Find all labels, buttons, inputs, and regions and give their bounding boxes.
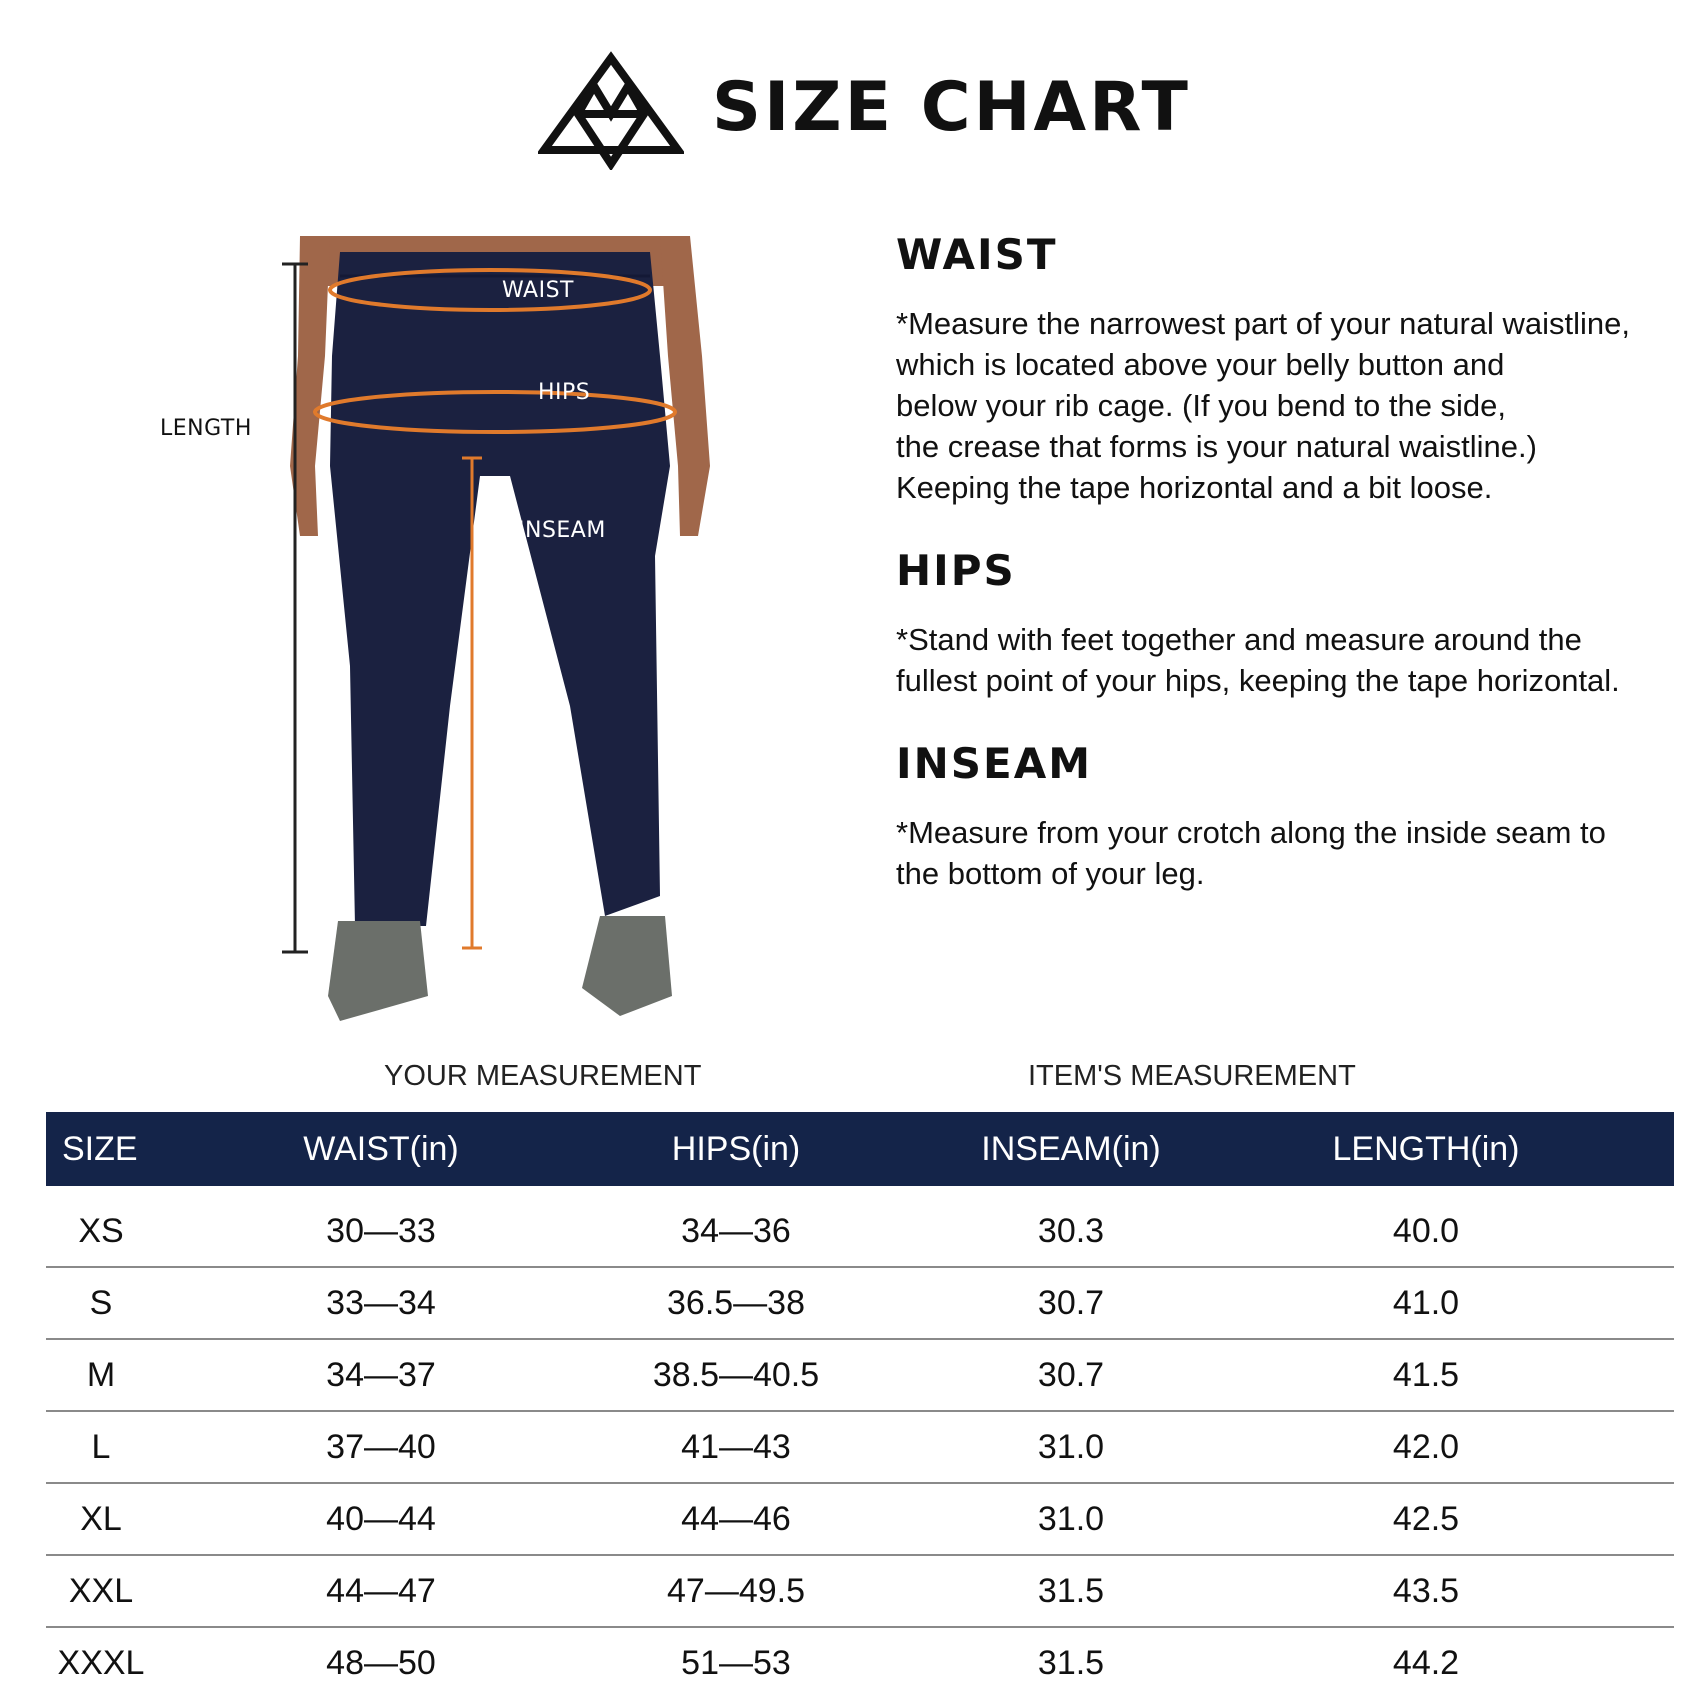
text-line: which is located above your belly button and: [896, 347, 1505, 382]
table-cell: 40.0: [1392, 1211, 1460, 1250]
table-cell: S: [89, 1283, 113, 1322]
column-header: INSEAM(in): [981, 1129, 1161, 1168]
table-row: [46, 1196, 1674, 1268]
table-cell: XL: [80, 1499, 122, 1538]
text-line: fullest point of your hips, keeping the tape horizontal.: [896, 663, 1620, 698]
text-line: Keeping the tape horizontal and a bit loose.: [896, 470, 1493, 505]
text-line: *Measure from your crotch along the inside seam to: [896, 815, 1606, 850]
pants-illustration: [150, 236, 710, 1036]
table-cell: 30.7: [1037, 1355, 1105, 1394]
table-cell: 31.0: [1037, 1427, 1105, 1466]
table-cell: 44—46: [681, 1499, 791, 1538]
table-spacer: [46, 1186, 1674, 1196]
table-cell: 30—33: [326, 1211, 436, 1250]
table-cell: 31.5: [1037, 1643, 1105, 1682]
table-cell: 34—36: [681, 1211, 791, 1250]
column-header: HIPS(in): [671, 1129, 801, 1168]
table-cell: 31.5: [1037, 1571, 1105, 1610]
table-cell: 36.5—38: [667, 1283, 805, 1322]
page-title: SIZE CHART: [712, 68, 1191, 147]
text-line: the crease that forms is your natural waistline.): [896, 429, 1537, 464]
table-cell: 33—34: [326, 1283, 436, 1322]
table-row: [46, 1340, 1674, 1412]
column-header: LENGTH(in): [1332, 1129, 1520, 1168]
text-line: below your rib cage. (If you bend to the side,: [896, 388, 1507, 423]
text-line: *Measure the narrowest part of your natural waistline,: [896, 306, 1631, 341]
table-cell: 42.0: [1392, 1427, 1460, 1466]
table-header: [46, 1112, 1674, 1186]
table-cell: L: [91, 1427, 111, 1466]
measurement-instructions: [896, 230, 1686, 932]
section-text: [896, 812, 1686, 894]
table-cell: 34—37: [326, 1355, 436, 1394]
table-cell: 44.2: [1392, 1643, 1460, 1682]
table-body: [46, 1196, 1674, 1698]
table-cell: 48—50: [326, 1643, 436, 1682]
table-cell: 30.3: [1037, 1211, 1105, 1250]
table-cell: M: [86, 1355, 116, 1394]
table-cell: 42.5: [1392, 1499, 1460, 1538]
table-cell: 44—47: [326, 1571, 436, 1610]
hips-label: HIPS: [538, 380, 591, 405]
table-row: [46, 1556, 1674, 1628]
table-row: [46, 1628, 1674, 1698]
table-cell: XXXL: [57, 1643, 145, 1682]
length-label: LENGTH: [160, 416, 252, 441]
section-heading: HIPS: [896, 546, 1016, 595]
table-cell: 40—44: [326, 1499, 436, 1538]
table-row: [46, 1484, 1674, 1556]
measurement-figure: [150, 236, 710, 1036]
text-line: the bottom of your leg.: [896, 856, 1205, 891]
table-row: [46, 1268, 1674, 1340]
size-table: [46, 1112, 1674, 1698]
item-measurement-label: ITEM'S MEASUREMENT: [1028, 1060, 1356, 1092]
your-measurement-label: YOUR MEASUREMENT: [384, 1060, 702, 1092]
column-header: SIZE: [62, 1129, 138, 1168]
inseam-section: [896, 739, 1686, 894]
table-cell: 47—49.5: [667, 1571, 805, 1610]
table-cell: 41—43: [681, 1427, 791, 1466]
section-text: [896, 619, 1686, 701]
mountain-triangle-logo-icon: [538, 50, 684, 170]
table-cell: XS: [78, 1211, 124, 1250]
section-heading: INSEAM: [896, 739, 1093, 788]
header: [0, 40, 1700, 180]
table-cell: 37—40: [326, 1427, 436, 1466]
table-cell: 51—53: [681, 1643, 791, 1682]
table-row: [46, 1412, 1674, 1484]
waist-section: [896, 230, 1686, 508]
text-line: *Stand with feet together and measure around the: [896, 622, 1582, 657]
table-cell: 38.5—40.5: [652, 1355, 820, 1394]
waist-label: WAIST: [502, 278, 574, 303]
inseam-label: INSEAM: [518, 518, 606, 543]
table-cell: 41.5: [1392, 1355, 1460, 1394]
column-header: WAIST(in): [303, 1129, 459, 1168]
table-cell: 30.7: [1037, 1283, 1105, 1322]
section-heading: WAIST: [896, 230, 1058, 279]
table-cell: XXL: [68, 1571, 134, 1610]
table-cell: 43.5: [1392, 1571, 1460, 1610]
table-cell: 41.0: [1392, 1283, 1460, 1322]
table-cell: 31.0: [1037, 1499, 1105, 1538]
hips-section: [896, 546, 1686, 701]
section-text: [896, 303, 1686, 508]
